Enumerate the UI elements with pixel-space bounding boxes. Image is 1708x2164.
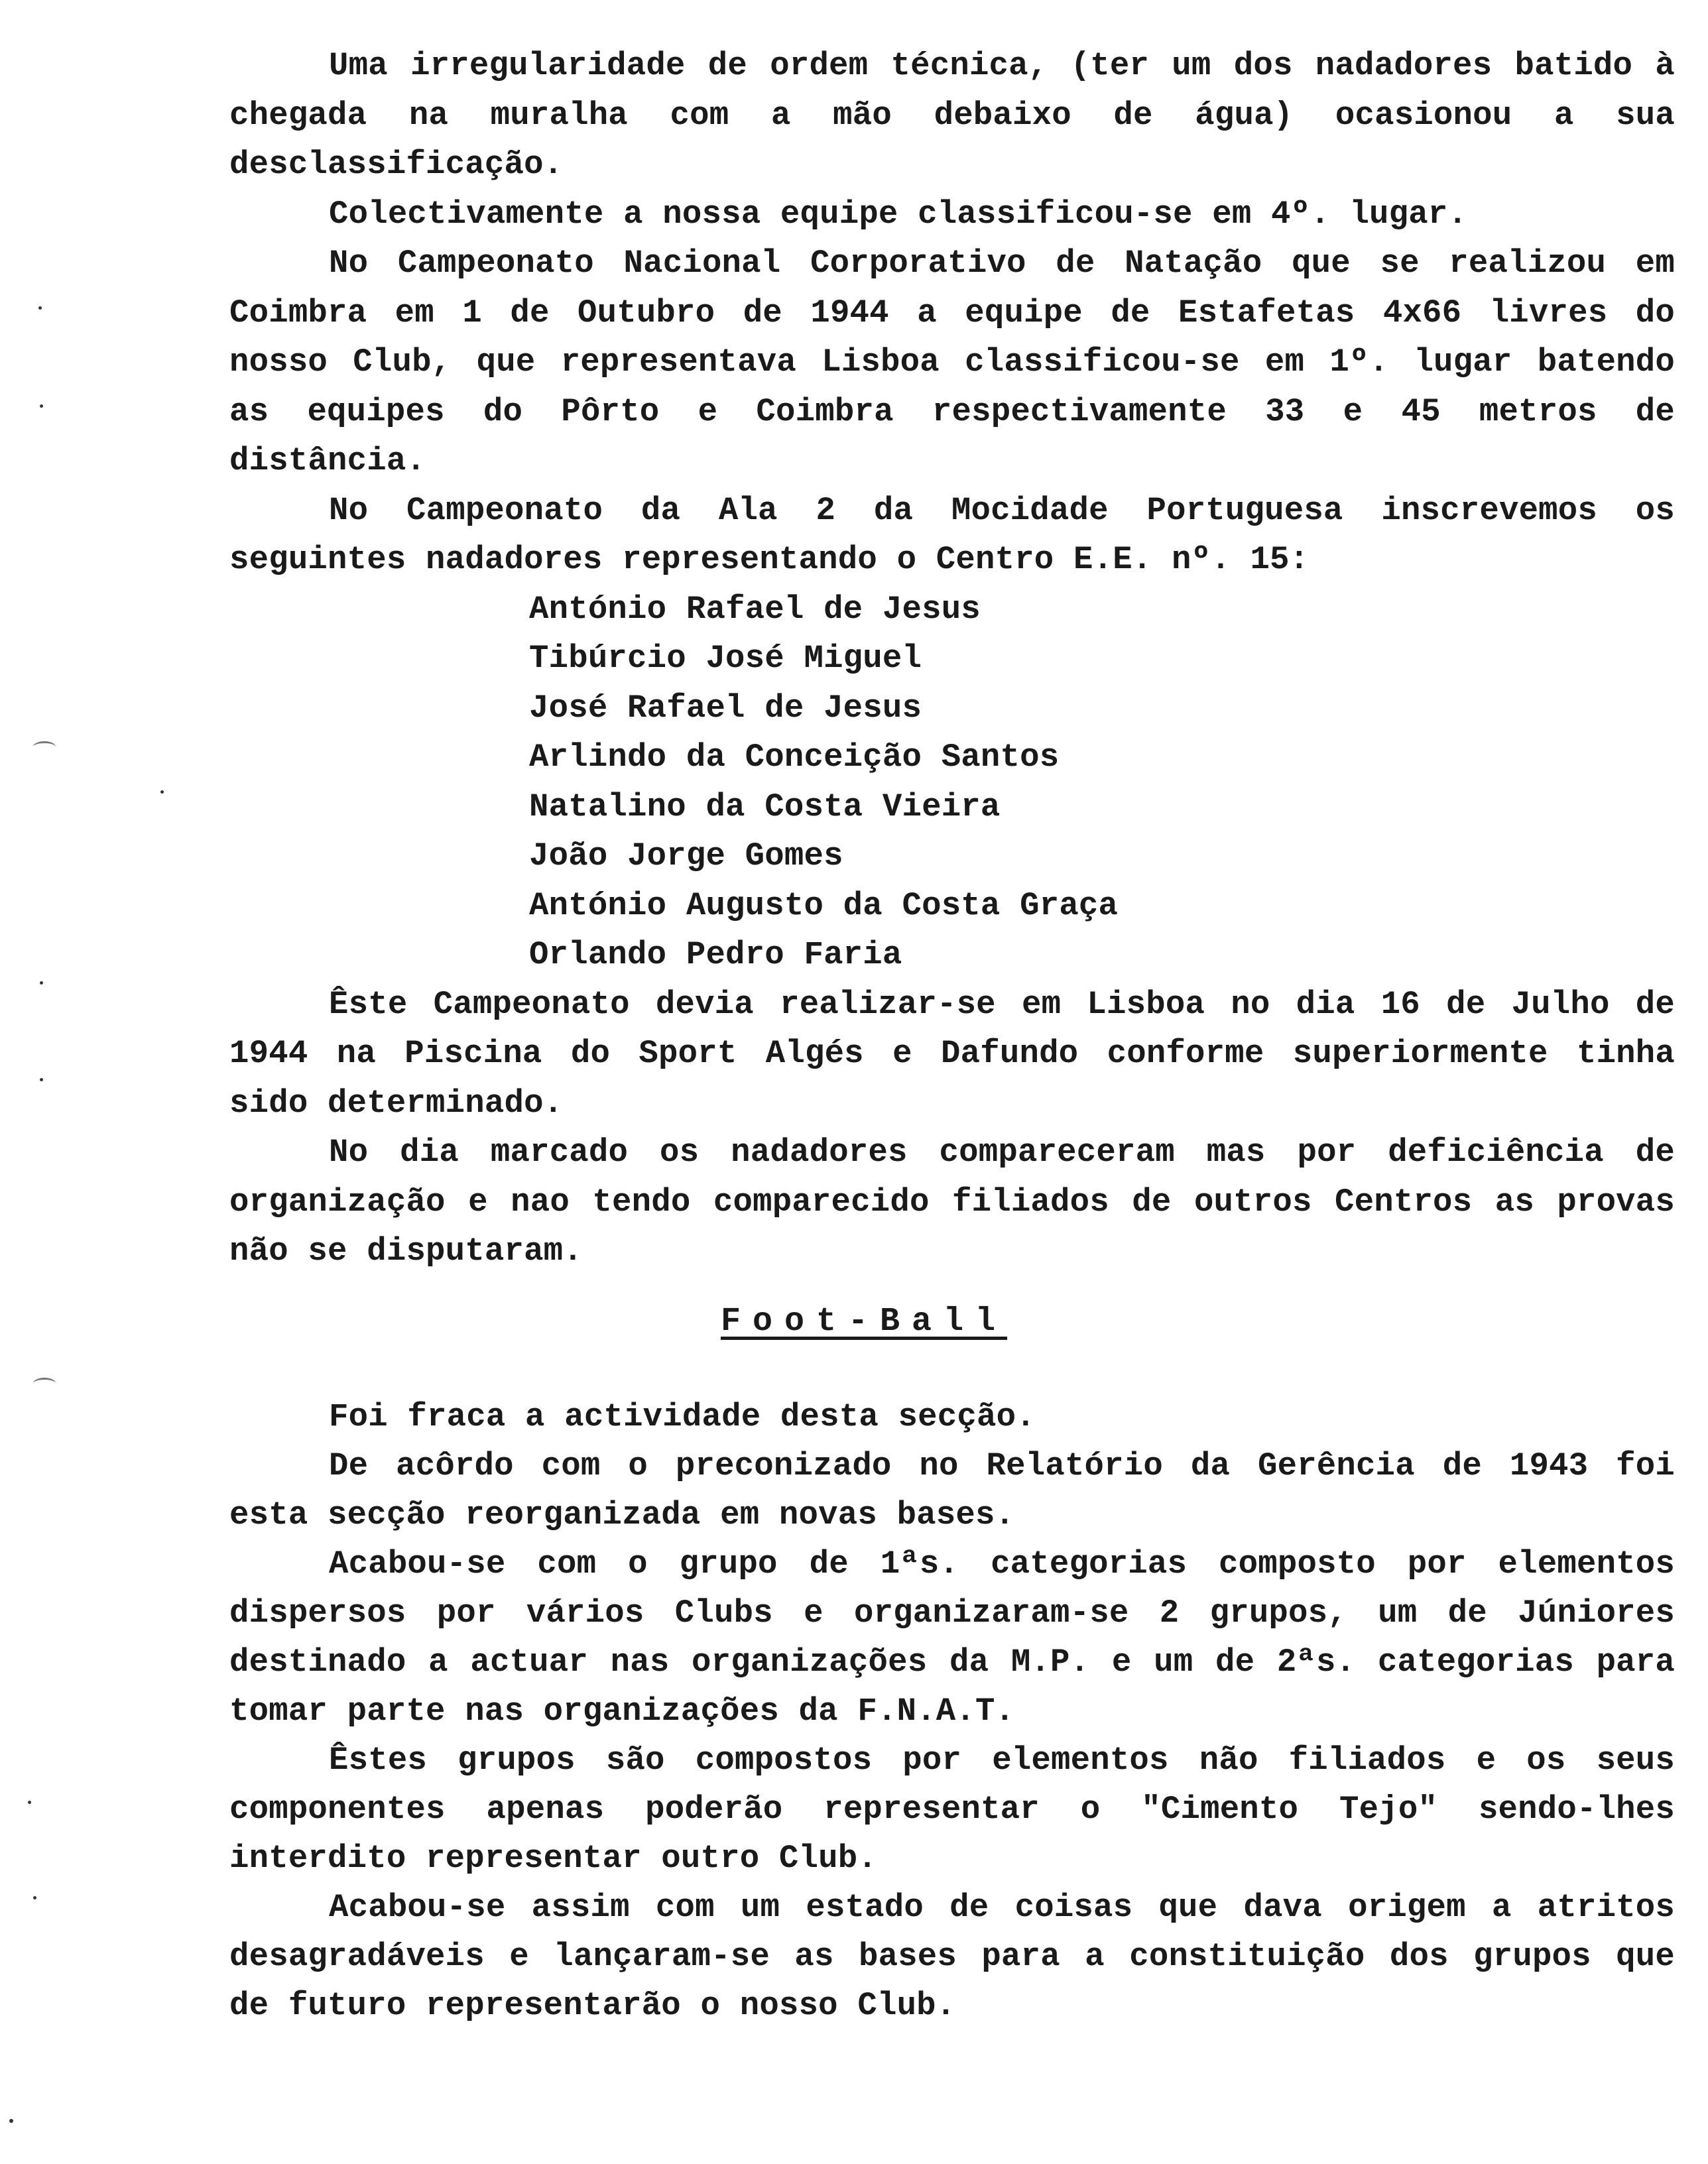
football-section-text	[229, 1392, 1675, 2030]
swimmers-list	[229, 585, 1675, 980]
margin-speck	[40, 404, 43, 408]
margin-speck	[160, 790, 164, 794]
section-title	[0, 1303, 1708, 1341]
paragraph-ala2-championship: No Campeonato da Ala 2 da Mocidade Portuguesa inscrevemos os seguintes nadadores representando o Centro E.E. nº. 15:	[229, 491, 1675, 578]
punch-hole-mark	[33, 741, 56, 752]
margin-speck	[40, 981, 43, 985]
margin-speck	[33, 1896, 36, 1899]
list-item: João Jorge Gomes	[529, 837, 843, 874]
paragraph-not-disputed: No dia marcado os nadadores compareceram mas por deficiência de organização e nao tendo comparecido filiados de outros Centros as provas não se disputaram.	[229, 1134, 1675, 1270]
paragraph-reorganized: De acôrdo com o preconizado no Relatório da Gerência de 1943 foi esta secção reorganizada em novas bases.	[229, 1447, 1675, 1533]
margin-speck	[38, 306, 42, 310]
list-item: António Rafael de Jesus	[529, 590, 981, 628]
list-item: Orlando Pedro Faria	[529, 936, 902, 973]
paragraph-national-championship: No Campeonato Nacional Corporativo de Natação que se realizou em Coimbra em 1 de Outubro de 1944 a equipe de Estafetas 4x66 livres do nosso Club, que representava Lisboa classificou-se em 1º. lugar batendo as equipes do Pôrto e Coimbra respectivamente 33 e 45 metros de distância.	[229, 245, 1675, 479]
paragraph-groups-formed: Acabou-se com o grupo de 1ªs. categorias composto por elementos dispersos por vários Clubs e organizaram-se 2 grupos, um de Júniores destinado a actuar nas organizações da M.P. e um de 2ªs. categorias para tomar parte nas organizações da F.N.A.T.	[229, 1545, 1675, 1730]
paragraph-non-affiliated: Êstes grupos são compostos por elementos não filiados e os seus componentes apenas poderão representar o "Cimento Tejo" sendo-lhes interdito representar outro Club.	[229, 1742, 1675, 1877]
margin-speck	[9, 2119, 13, 2123]
paragraph-team-ranking: Colectivamente a nossa equipe classificou-se em 4º. lugar.	[329, 195, 1468, 233]
margin-speck	[28, 1801, 31, 1804]
list-item: José Rafael de Jesus	[529, 689, 922, 727]
paragraph-disqualification: Uma irregularidade de ordem técnica, (ter um dos nadadores batido à chegada na muralha com a mão debaixo de água) ocasionou a sua desclassificação.	[229, 47, 1675, 183]
section-title-text: Foot-Ball	[720, 1303, 1008, 1341]
paragraph-championship-venue: Êste Campeonato devia realizar-se em Lisboa no dia 16 de Julho de 1944 na Piscina do Sport Algés e Dafundo conforme superiormente tinha sido determinado.	[229, 985, 1675, 1122]
paragraph-conclusion: Acabou-se assim com um estado de coisas que dava origem a atritos desagradáveis e lançaram-se as bases para a constituição dos grupos que de futuro representarão o nosso Club.	[229, 1889, 1675, 2024]
list-item: Natalino da Costa Vieira	[529, 788, 1001, 825]
list-item: Arlindo da Conceição Santos	[529, 739, 1060, 776]
list-item: António Augusto da Costa Graça	[529, 886, 1119, 924]
list-item: Tibúrcio José Miguel	[529, 640, 922, 677]
punch-hole-mark	[33, 1378, 56, 1389]
paragraph-weak-activity: Foi fraca a actividade desta secção.	[329, 1398, 1036, 1435]
swimming-section-text	[229, 41, 1675, 1276]
margin-speck	[40, 1078, 43, 1081]
